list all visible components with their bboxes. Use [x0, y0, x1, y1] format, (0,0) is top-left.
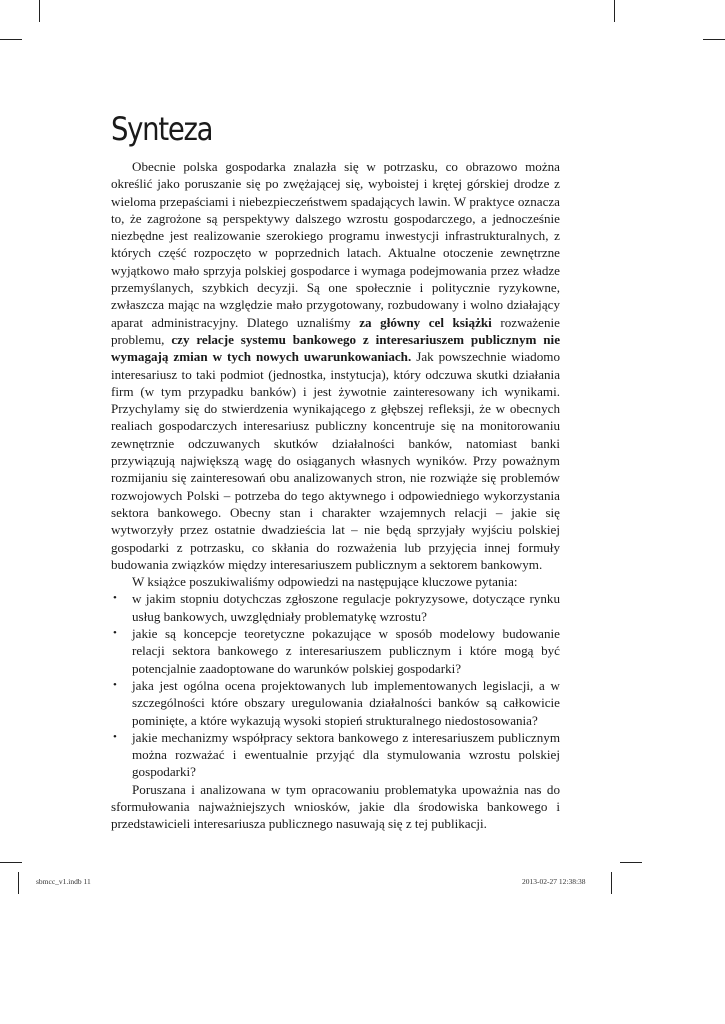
crop-mark-bottom-left-v [18, 872, 19, 894]
list-item-text: jakie mechanizmy współpracy sektora bankowego z interesariuszem publicznym można rozważać i ewentualnie przyjąć dla stymulowania wzrostu polskiej gospodarki? [132, 729, 560, 780]
paragraph-intro-part-3: Jak powszechnie wiadomo interesariusz to taki podmiot (jednostka, instytucja), który odczuwa skutki działania firm (w tym przypadku banków) i jest żywotnie zainteresowany ich wynikami. Przychylamy się do stwierdzenia wynikającego z głębszej refleksji, że w obecnych realiach gospodarczych interesariusz publiczny koncentruje się na monitorowaniu zewnętrznie odczuwanych skutków działalności banków, natomiast banki przywiązują największą wagę do osiąganych własnych wyników. Przy poważnym rozmijaniu się zainteresowań obu analizowanych stron, nie rozwiąże się problemów rozwojowych Polski – potrzeba do tego aktywnego i odpowiedniego wykorzystania sektora bankowego. Obecny stan i charakter wzajemnych relacji – jakie się wytworzyły przez ostatnie dwadzieścia lat – nie będą sprzyjały wyjściu polskiej gospodarki z potrzasku, co skłania do rozważenia lub przyjęcia innej formuły budowania związków między interesariuszem publicznym a sektorem bankowym. [111, 349, 560, 572]
bullet-icon: • [113, 592, 117, 605]
bullet-icon: • [113, 627, 117, 640]
crop-mark-bottom-right-v [611, 872, 612, 894]
list-item [111, 677, 560, 729]
list-item-text: jakie są koncepcje teoretyczne pokazujące w sposób modelowy budowanie relacji sektora bankowego z interesariuszem publicznym i które mogą być potencjalnie zaadoptowane do warunków polskiej gospodarki? [132, 626, 560, 676]
questions-list [111, 590, 560, 780]
page-title: Synteza [111, 110, 213, 148]
footer-file-label: sbmcc_v1.indb 11 [36, 877, 91, 886]
paragraph-conclusion: Poruszana i analizowana w tym opracowaniu problematyka upoważnia nas do sformułowania najważniejszych wniosków, jakie dla środowiska bankowego i przedstawicieli interesariusza publicznego nasuwają się z tej publikacji. [111, 781, 560, 832]
crop-mark-top-left-v [39, 0, 40, 22]
paragraph-intro-part-1: Obecnie polska gospodarka znalazła się w potrzasku, co obrazowo można określić jako poruszanie się po zwężającej się, wyboistej i krętej górskiej drodze z wieloma przepaściami i niebezpieczeństwem spadających lawin. W praktyce oznacza to, że zagrożone są perspektywy dalszego wzrostu gospodarczego, a jednocześnie niezbędne jest realizowanie szerokiego programu inwestycji infrastrukturalnych, z których część rozpoczęto w poprzednich latach. Aktualne otoczenie zewnętrzne wyjątkowo mało sprzyja polskiej gospodarce i wymaga podejmowania przez władze przemyślanych, szybkich decyzji. Są one społecznie i politycznie ryzykowne, zwłaszcza mając na względzie mało przygotowany, rozbudowany i wolno działający aparat administracyjny. Dlatego uznaliśmy [111, 159, 560, 330]
list-item [111, 590, 560, 625]
bullet-icon: • [113, 730, 117, 743]
paragraph-questions-lead: W książce poszukiwaliśmy odpowiedzi na następujące kluczowe pytania: [132, 574, 518, 590]
paragraph-intro-part-2: rozważenie problemu, [111, 314, 560, 347]
bold-phrase-goal: za główny cel książki [359, 314, 492, 330]
list-item [111, 625, 560, 677]
bold-phrase-question: czy relacje systemu bankowego z interesariuszem publicznym nie wymagają zmian w tych nowych uwarunkowaniach. [111, 331, 561, 365]
crop-mark-top-right-h [703, 39, 725, 40]
crop-mark-top-left-h [0, 39, 22, 40]
footer-timestamp: 2013-02-27 12:38:38 [522, 877, 586, 886]
bullet-icon: • [113, 678, 117, 691]
list-item [111, 729, 560, 781]
body-text [111, 158, 560, 833]
list-item-text: w jakim stopniu dotychczas zgłoszone regulacje pokryzysowe, dotyczące rynku usług bankowych, uwzględniały problematykę wzrostu? [132, 591, 560, 624]
crop-mark-bottom-left-h [0, 862, 22, 863]
paragraph-intro [111, 158, 560, 573]
crop-mark-top-right-v [614, 0, 615, 22]
crop-mark-bottom-right-h [620, 862, 642, 863]
list-item-text: jaka jest ogólna ocena projektowanych lub implementowanych legislacji, a w szczególności które obszary uregulowania działalności banków są całkowicie pominięte, a które wykazują wysoki stopień strukturalnego niedostosowania? [132, 677, 560, 728]
